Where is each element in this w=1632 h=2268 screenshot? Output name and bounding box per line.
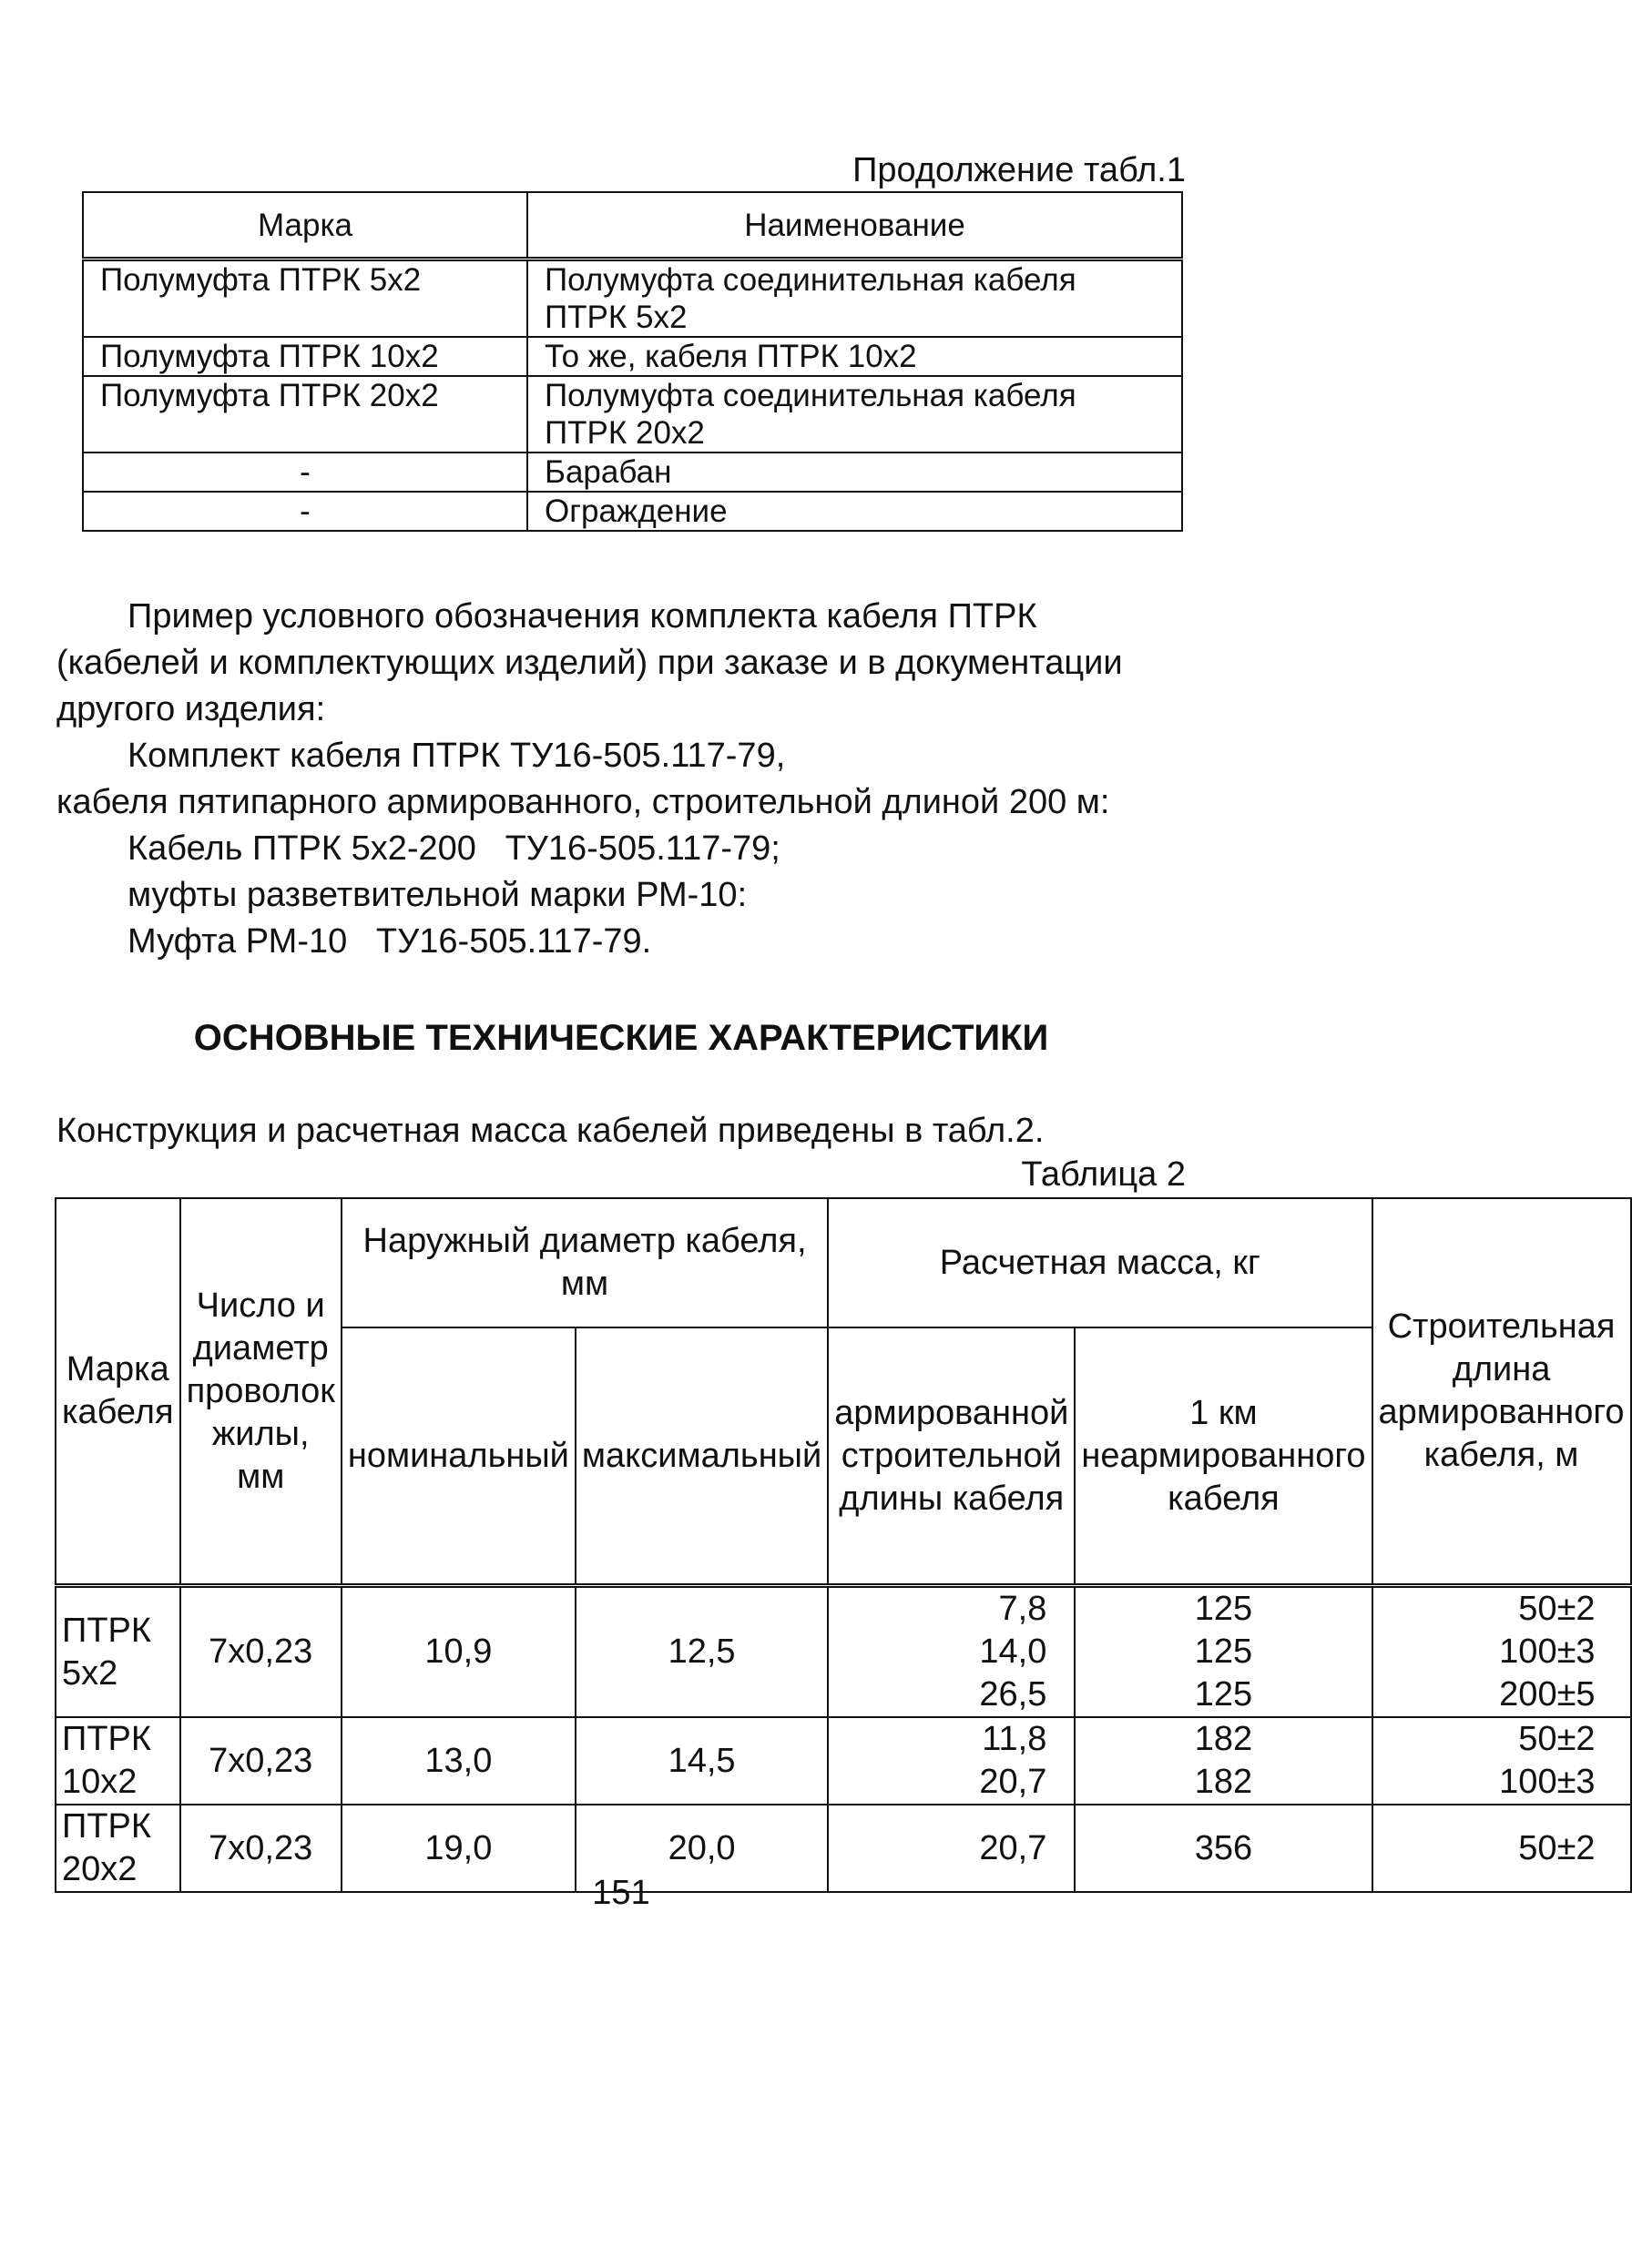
table1-header-row: [83, 192, 1182, 259]
table2-cell-wires: 7х0,23: [180, 1586, 342, 1718]
table2-cell-unarmored: 356: [1075, 1805, 1372, 1892]
table2-cell-length: 50±2 100±3 200±5: [1372, 1586, 1631, 1718]
table2-cell-armored: 20,7: [828, 1805, 1075, 1892]
table-row: [83, 376, 1182, 453]
table-row: [56, 1586, 1631, 1718]
table2-caption: Таблица 2: [1021, 1155, 1186, 1194]
table2-header-length: Строительная длина армированного кабеля, м: [1372, 1198, 1631, 1586]
example-block: [56, 594, 1186, 965]
table2-cell-wires: 7х0,23: [180, 1805, 342, 1892]
table2-header-mark: Марка кабеля: [56, 1198, 180, 1586]
example-line5: Муфта РМ-10 ТУ16-505.117-79.: [128, 922, 652, 961]
table2-header-nominal: номинальный: [342, 1327, 576, 1586]
table2-cell-length: 50±2: [1372, 1805, 1631, 1892]
table1-cell-mark: Полумуфта ПТРК 20х2: [83, 376, 527, 453]
table2: [55, 1197, 1632, 1893]
table-row: [83, 453, 1182, 492]
table-row: [56, 1717, 1631, 1805]
table2-header-unarmored: 1 км неармированного кабеля: [1075, 1327, 1372, 1586]
example-line3: Кабель ПТРК 5х2-200 ТУ16-505.117-79;: [128, 829, 780, 868]
table-row: [83, 337, 1182, 376]
table2-cell-maximal: 12,5: [576, 1586, 828, 1718]
table2-cell-maximal: 20,0: [576, 1805, 828, 1892]
table2-cell-nominal: 10,9: [342, 1586, 576, 1718]
table2-intro: Конструкция и расчетная масса кабелей приведены в табл.2.: [56, 1112, 1045, 1150]
table2-cell-mark: ПТРК 20х2: [56, 1805, 180, 1892]
table-row: [83, 492, 1182, 531]
table2-cell-length: 50±2 100±3: [1372, 1717, 1631, 1805]
table1-caption: Продолжение табл.1: [852, 151, 1186, 189]
table1-cell-name: Ограждение: [527, 492, 1182, 531]
table2-cell-armored: 7,8 14,0 26,5: [828, 1586, 1075, 1718]
page-number: 151: [592, 1874, 650, 1912]
section-heading: ОСНОВНЫЕ ТЕХНИЧЕСКИЕ ХАРАКТЕРИСТИКИ: [193, 1018, 1049, 1058]
table1-cell-mark: -: [83, 492, 527, 531]
table1-header-mark: Марка: [83, 192, 527, 259]
table2-cell-maximal: 14,5: [576, 1717, 828, 1805]
table2-cell-unarmored: 125 125 125: [1075, 1586, 1372, 1718]
table2-header-mass: Расчетная масса, кг: [828, 1198, 1372, 1327]
table1: [82, 191, 1183, 532]
table2-cell-nominal: 13,0: [342, 1717, 576, 1805]
table2-cell-nominal: 19,0: [342, 1805, 576, 1892]
table2-header-row: [56, 1198, 1631, 1327]
table1-cell-mark: Полумуфта ПТРК 5х2: [83, 259, 527, 338]
table1-cell-name: То же, кабеля ПТРК 10х2: [527, 337, 1182, 376]
table2-cell-mark: ПТРК 10х2: [56, 1717, 180, 1805]
table1-cell-mark: -: [83, 453, 527, 492]
table2-header-maximal: максимальный: [576, 1327, 828, 1586]
example-line1: Комплект кабеля ПТРК ТУ16-505.117-79,: [128, 737, 786, 775]
table2-cell-mark: ПТРК 5х2: [56, 1586, 180, 1718]
table-row: [83, 259, 1182, 338]
table2-cell-wires: 7х0,23: [180, 1717, 342, 1805]
table2-header-wires: Число и диаметр проволок жилы, мм: [180, 1198, 342, 1586]
table1-cell-name: Барабан: [527, 453, 1182, 492]
table2-cell-unarmored: 182 182: [1075, 1717, 1372, 1805]
table2-cell-armored: 11,8 20,7: [828, 1717, 1075, 1805]
example-line4: муфты разветвительной марки РМ-10:: [128, 876, 748, 914]
table2-header-armored: армированной строительной длины кабеля: [828, 1327, 1075, 1586]
table1-cell-name: Полумуфта соединительная кабеля ПТРК 20х2: [527, 376, 1182, 453]
table1-cell-mark: Полумуфта ПТРК 10х2: [83, 337, 527, 376]
example-intro: Пример условного обозначения комплекта кабеля ПТРК (кабелей и комплектующих изделий) при заказе и в документации другого изделия:: [56, 597, 1123, 728]
table2-header-outer-diameter: Наружный диаметр кабеля, мм: [342, 1198, 828, 1327]
example-line2: кабеля пятипарного армированного, строительной длиной 200 м:: [56, 783, 1110, 821]
table1-header-name: Наименование: [527, 192, 1182, 259]
table1-cell-name: Полумуфта соединительная кабеля ПТРК 5х2: [527, 259, 1182, 338]
